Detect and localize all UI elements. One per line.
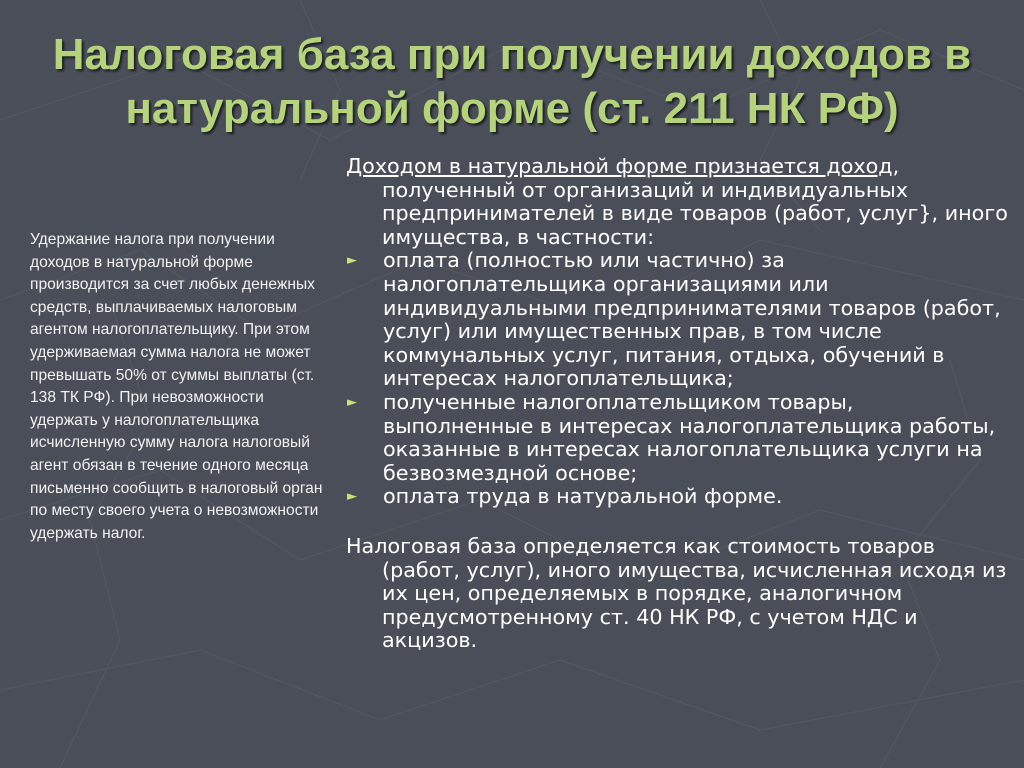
intro-paragraph: [346, 155, 1010, 249]
closing-paragraph: Налоговая база определяется как стоимость товаров (работ, услуг), иного имущества, исчисленная исходя из их цен, определяемых в порядке, аналогичном предусмотренному ст. 40 НК РФ, с учетом НДС и акцизов.: [346, 533, 1007, 653]
spacer: [346, 509, 1010, 535]
list-item-text: полученные налогоплательщиком товары, выполненные в интересах налогоплательщика работы, оказанные в интересах налогоплательщика услуги на безвозмездной основе;: [383, 389, 996, 485]
list-item: [346, 249, 1010, 391]
intro-definition: Доходом в натуральной форме признается доход: [346, 154, 893, 178]
sidebar-note: Удержание налога при получении доходов в натуральной форме производится за счет любых денежных средств, выплачиваемых налоговым агентом налогоплательщику. При этом удерживаемая сумма налога не может превышать 50% от суммы выплаты (ст. 138 ТК РФ). При невозможности удержать у налогоплательщика исчисленную сумму налога налоговый агент обязан в течение одного месяца письменно сообщить в налоговый орган по месту своего учета о невозможности удержать налог.: [30, 231, 323, 542]
list-item: [346, 485, 1010, 509]
arrow-bullet-icon: ►: [347, 394, 357, 410]
bullet-list: [346, 249, 1010, 509]
intro-text: , полученный от организаций и индивидуальных предпринимателей в виде товаров (работ, услуг}, иного имущества, в частности:: [382, 154, 1008, 249]
arrow-bullet-icon: ►: [347, 253, 357, 269]
list-item-text: оплата (полностью или частично) за налогоплательщика организациями или индивидуальными предпринимателями товаров (работ, услуг) или имущественных прав, в том числе коммунальных услуг, питания, отдыха, обучений в интересах налогоплательщика;: [383, 248, 1001, 391]
slide-title: Налоговая база при получении доходов в натуральной форме (ст. 211 НК РФ): [52, 30, 972, 133]
arrow-bullet-icon: ►: [347, 489, 357, 505]
list-item: [346, 391, 1010, 485]
list-item-text: оплата труда в натуральной форме.: [383, 484, 783, 509]
main-content: [346, 155, 1010, 653]
